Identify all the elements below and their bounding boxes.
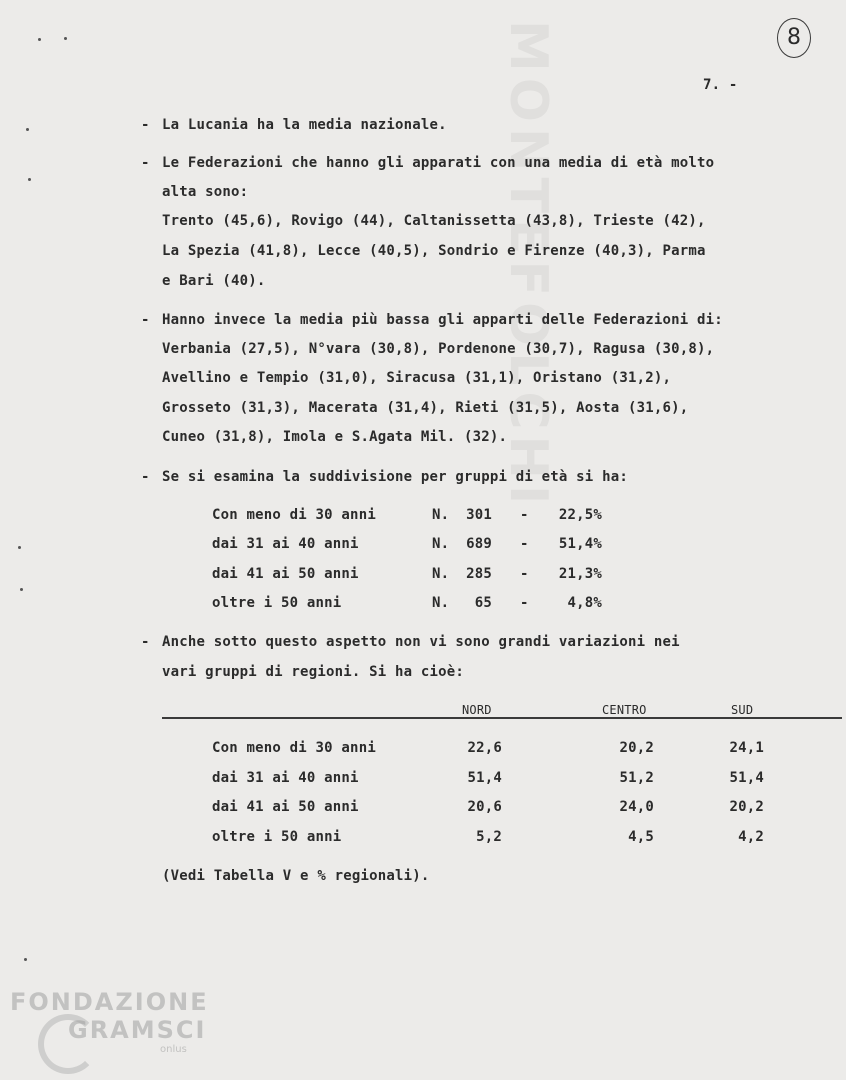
separator-dash: - <box>520 536 529 552</box>
bullet-dash: - <box>141 155 150 171</box>
logo-line-2: GRAMSCI <box>68 1016 207 1044</box>
percent-value: 21,3% <box>558 566 602 582</box>
cell-centro: 20,2 <box>619 740 654 756</box>
n-prefix: N. <box>432 566 450 582</box>
cell-nord: 5,2 <box>476 829 502 845</box>
cell-nord: 51,4 <box>467 770 502 786</box>
cell-centro: 51,2 <box>619 770 654 786</box>
age-group-label: Con meno di 30 anni <box>212 507 376 523</box>
cell-nord: 22,6 <box>467 740 502 756</box>
age-group-label: oltre i 50 anni <box>212 595 342 611</box>
paragraph-line: Se si esamina la suddivisione per gruppi di età si ha: <box>162 469 628 485</box>
paragraph-line: Avellino e Tempio (31,0), Siracusa (31,1), Oristano (31,2), <box>162 370 672 386</box>
vertical-watermark: MONTEFOLCHI <box>498 20 558 511</box>
paragraph-line: La Lucania ha la media nazionale. <box>162 117 447 133</box>
header-centro: CENTRO <box>602 703 647 717</box>
count-value: 301 <box>466 507 492 523</box>
fondazione-gramsci-watermark <box>10 988 209 1055</box>
footnote: (Vedi Tabella V e % regionali). <box>162 868 430 884</box>
count-value: 65 <box>474 595 492 611</box>
paragraph-line: Anche sotto questo aspetto non vi sono grandi variazioni nei <box>162 634 680 650</box>
paragraph-line: La Spezia (41,8), Lecce (40,5), Sondrio e Firenze (40,3), Parma <box>162 243 706 259</box>
paragraph-line: Grosseto (31,3), Macerata (31,4), Rieti (31,5), Aosta (31,6), <box>162 400 689 416</box>
header-nord: NORD <box>462 703 492 717</box>
paragraph-line: vari gruppi di regioni. Si ha cioè: <box>162 664 465 680</box>
bullet-dash: - <box>141 469 150 485</box>
paragraph-line: e Bari (40). <box>162 273 266 289</box>
bullet-dash: - <box>141 634 150 650</box>
row-label: Con meno di 30 anni <box>212 740 376 756</box>
age-group-label: dai 41 ai 50 anni <box>212 566 359 582</box>
table-rule <box>162 717 842 719</box>
cell-centro: 24,0 <box>619 799 654 815</box>
cell-sud: 24,1 <box>729 740 764 756</box>
cell-sud: 4,2 <box>738 829 764 845</box>
row-label: dai 31 ai 40 anni <box>212 770 359 786</box>
logo-line-1: FONDAZIONE <box>10 988 209 1016</box>
bullet-dash: - <box>141 312 150 328</box>
percent-value: 22,5% <box>558 507 602 523</box>
page-label: 7. - <box>703 77 738 93</box>
paragraph-line: Le Federazioni che hanno gli apparati con una media di età molto <box>162 155 715 171</box>
separator-dash: - <box>520 566 529 582</box>
cell-sud: 20,2 <box>729 799 764 815</box>
header-sud: SUD <box>731 703 754 717</box>
separator-dash: - <box>520 595 529 611</box>
row-label: dai 41 ai 50 anni <box>212 799 359 815</box>
row-label: oltre i 50 anni <box>212 829 342 845</box>
n-prefix: N. <box>432 536 450 552</box>
cell-sud: 51,4 <box>729 770 764 786</box>
percent-value: 51,4% <box>558 536 602 552</box>
separator-dash: - <box>520 507 529 523</box>
percent-value: 4,8% <box>567 595 602 611</box>
paragraph-line: Hanno invece la media più bassa gli apparti delle Federazioni di: <box>162 312 723 328</box>
paragraph-line: alta sono: <box>162 184 249 200</box>
n-prefix: N. <box>432 507 450 523</box>
n-prefix: N. <box>432 595 450 611</box>
cell-nord: 20,6 <box>467 799 502 815</box>
bullet-dash: - <box>141 117 150 133</box>
count-value: 689 <box>466 536 492 552</box>
circled-page-number: 8 <box>777 18 811 58</box>
count-value: 285 <box>466 566 492 582</box>
paragraph-line: Trento (45,6), Rovigo (44), Caltanissetta (43,8), Trieste (42), <box>162 213 706 229</box>
cell-centro: 4,5 <box>628 829 654 845</box>
paragraph-line: Cuneo (31,8), Imola e S.Agata Mil. (32). <box>162 429 508 445</box>
logo-line-3: onlus <box>160 1044 187 1055</box>
age-group-label: dai 31 ai 40 anni <box>212 536 359 552</box>
paragraph-line: Verbania (27,5), N°vara (30,8), Pordenone (30,7), Ragusa (30,8), <box>162 341 715 357</box>
